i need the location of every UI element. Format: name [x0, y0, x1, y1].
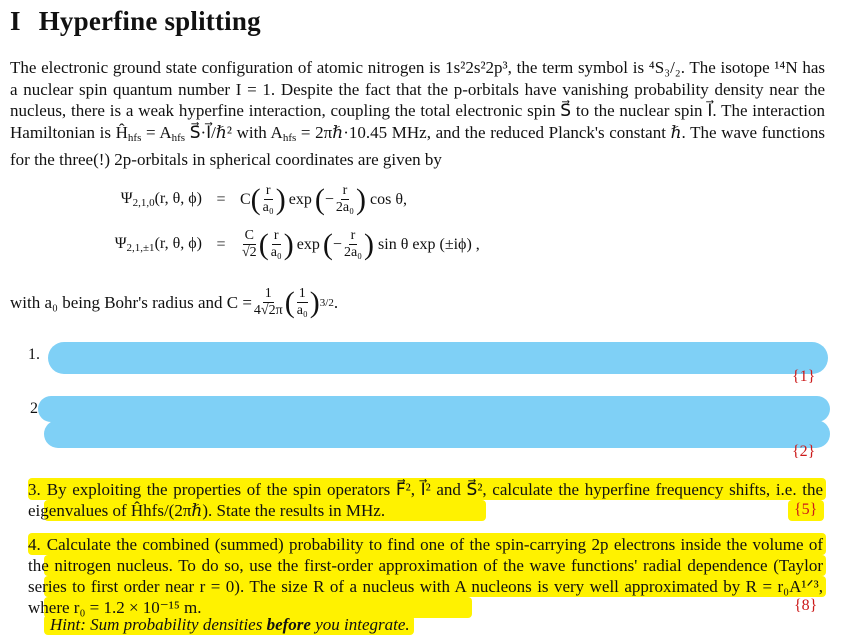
r-over-a0: $\frac{r}{\text{a₀}}$	[270, 228, 282, 260]
item-4-points: {8}	[794, 597, 818, 614]
intro-text-3: S⃗·I⃗/ℏ² with A	[185, 122, 283, 142]
section-heading	[10, 6, 261, 37]
r-over-a0: $\frac{r}{\text{a₀}}$	[262, 183, 274, 215]
intro-paragraph	[10, 57, 825, 171]
bohr-text: with a₀ being Bohr's radius and C =	[10, 292, 252, 312]
equals-sign: =	[216, 190, 226, 208]
item-2-number: 2	[30, 400, 38, 417]
hint-emphasis: before	[266, 615, 311, 634]
section-title: Hyperfine splitting	[38, 6, 261, 36]
hfs-subscript: hfs	[282, 131, 297, 144]
eq2-lhs: $\Psi_{2,1,\pm 1}(r$, θ, ϕ)	[114, 235, 202, 254]
intro-text-1: The electronic ground state configuration of atomic nitrogen is 1s²2s²2p³, the term symbol is ⁴S₃/₂. The isotope ¹⁴N has a nuclear spin quantum number I = 1. Despite the fact that the p-orbitals have vanishing probability density near the nucleus, there is a weak hyperfine interaction, coupling the total electronic spin S⃗ to the nuclear spin I⃗. The interaction Hamiltonian is Ĥ	[10, 58, 825, 142]
item-3-number: 3.	[28, 480, 41, 499]
wavefunction-equation-pm1: $\Psi_{2,1,\pm 1}(r$, θ, ϕ) = $\frac{C}{√2}$ ( $\frac{r}{\text{a₀}}$ ) exp ( − $\frac{r}{\text{2a₀}}$ ) sin θ exp (±iϕ) ,	[92, 228, 480, 261]
item-4	[28, 534, 823, 618]
eq1-tail: cos θ,	[370, 190, 408, 208]
section-number: I	[10, 6, 21, 36]
item-4-number: 4.	[28, 535, 41, 554]
wavefunction-equation-m0: $\Psi_{2,1,0}(r$, θ, ϕ) = C ( $\frac{r}{\text{a₀}}$ ) exp ( − $\frac{r}{\text{2a₀}}$ ) cos θ,	[92, 183, 407, 216]
intro-text-4: = 2πℏ·10.45 MHz, and the reduced Planck's constant ℏ. The wave functions for the three(!) 2p-orbitals in spherical coordinates are given by	[10, 122, 825, 169]
r-over-2a0: $\frac{r}{\text{2a₀}}$	[335, 183, 355, 215]
intro-text-2: = A	[141, 122, 172, 142]
hfs-subscript: hfs	[171, 131, 186, 144]
exp-label: exp	[288, 190, 312, 208]
redaction-block	[44, 420, 830, 448]
one-over-a0: $\frac{1}{\text{a₀}}$	[296, 286, 308, 318]
equals-sign: =	[216, 235, 226, 253]
item-1-points: {1}	[792, 368, 816, 385]
item-3-points: {5}	[794, 501, 818, 518]
exponent: 3/2	[319, 296, 334, 309]
item-2-points: {2}	[792, 443, 816, 460]
c-over-sqrt2: $\frac{C}{√2}$	[242, 228, 257, 260]
exp-label: exp	[296, 235, 320, 253]
item-3-text: By exploiting the properties of the spin operators F⃗², I⃗² and S⃗², calculate the hyperfine frequency shifts, i.e. the eigenvalues of Ĥhfs/(2πℏ). State the results in MHz.	[28, 480, 823, 520]
item-1-number: 1.	[28, 346, 40, 363]
hfs-subscript: hfs	[127, 131, 142, 144]
normalization-fraction: $\frac{1}{4√2\pi}$	[253, 286, 283, 318]
item-3	[28, 479, 823, 521]
r-over-2a0: $\frac{r}{\text{2a₀}}$	[343, 228, 363, 260]
item-4-hint: Hint: Sum probability densities before you integrate.	[50, 615, 410, 634]
redaction-block	[38, 396, 830, 422]
item-4-text: Calculate the combined (summed) probability to find one of the spin-carrying 2p electrons inside the volume of the nitrogen nucleus. To do so, use the first-order approximation of the wave functions' radial dependence (Taylor series to first order near r = 0). The size R of a nucleus with A nucleons is very well approximated by R = r₀A¹ᐟ³, where r₀ = 1.2 × 10⁻¹⁵ m.	[28, 535, 823, 617]
eq1-lhs: $\Psi_{2,1,0}(r$, θ, ϕ)	[120, 190, 202, 209]
normalization-line: with a₀ being Bohr's radius and C = $\frac{1}{4√2\pi}$ ( $\frac{1}{\text{a₀}}$ ) 3/2 .	[10, 285, 339, 319]
eq2-tail: sin θ exp (±iϕ) ,	[378, 235, 480, 253]
redaction-block	[48, 342, 828, 374]
constant-c: C	[240, 190, 251, 208]
